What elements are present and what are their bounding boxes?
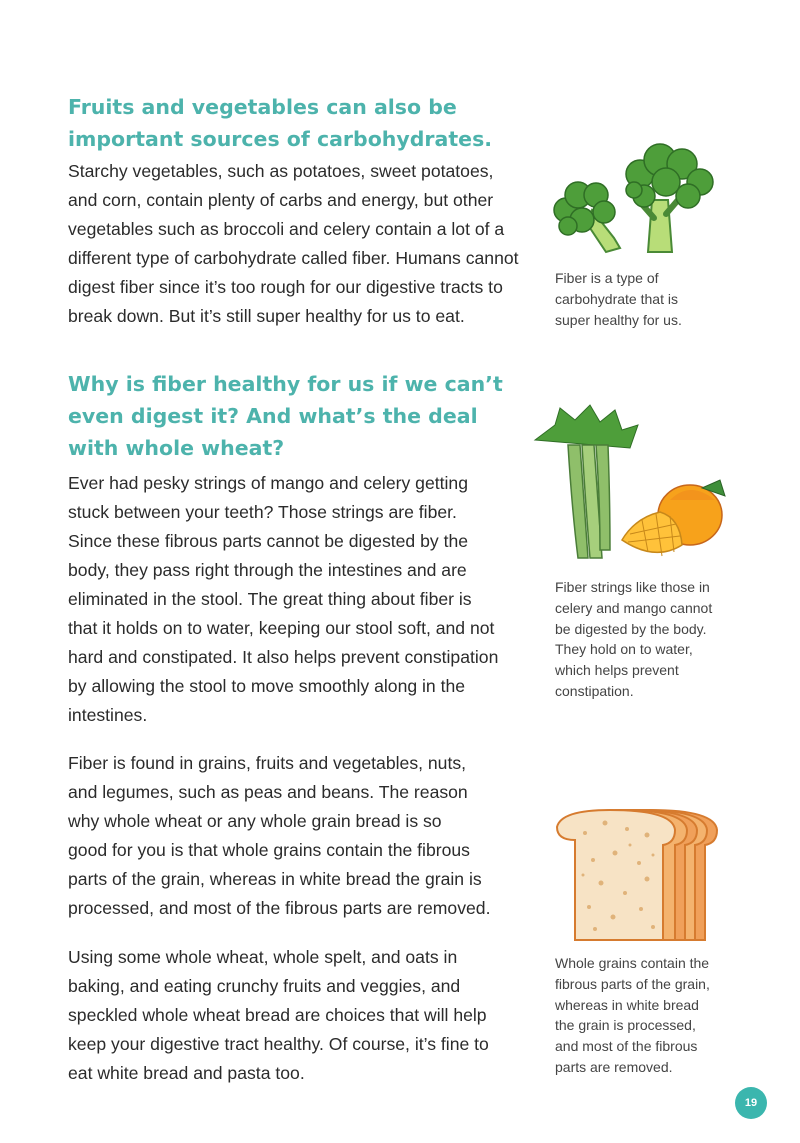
broccoli-illustration bbox=[548, 140, 723, 255]
section2-heading: Why is fiber healthy for us if we can’t even digest it? And what’s the deal with whole wheat? bbox=[68, 372, 503, 460]
section2-caption-1: Fiber strings like those in celery and mango cannot be digested by the body. They hold on to water, which helps prevent constipation. bbox=[555, 579, 713, 699]
section2-caption-2: Whole grains contain the fibrous parts of the grain, whereas in white bread the grain is processed, and most of the fibrous parts are removed. bbox=[555, 955, 710, 1075]
celery-mango-illustration bbox=[530, 400, 735, 565]
section1-caption: Fiber is a type of carbohydrate that is super healthy for us. bbox=[555, 270, 682, 328]
section2-paragraph-1: Ever had pesky strings of mango and celery getting stuck between your teeth? Those strings are fiber. Since these fibrous parts cannot be digested by the body, they pass right through the intestines and are eliminated in the stool. The great thing about fiber is that it holds on to water, keeping our stool soft, and not hard and constipated. It also helps prevent constipation by allowing the stool to move smoothly along in the intestines. bbox=[68, 473, 499, 725]
section2-paragraph-3: Using some whole wheat, whole spelt, and oats in baking, and eating crunchy fruits and veggies, and speckled whole wheat bread are choices that will help keep your digestive tract healthy. Of course, it’s fine to eat white bread and pasta too. bbox=[68, 947, 489, 1083]
section1-heading: Fruits and vegetables can also be important sources of carbohydrates. bbox=[68, 95, 493, 151]
bread-slices-illustration bbox=[555, 805, 725, 945]
section2-paragraph-2: Fiber is found in grains, fruits and vegetables, nuts, and legumes, such as peas and beans. The reason why whole wheat or any whole grain bread is so good for you is that whole grains contain the fibrous parts of the grain, whereas in white bread the grain is processed, and most of the fibrous parts are removed. bbox=[68, 753, 491, 918]
page-number-badge: 19 bbox=[735, 1087, 767, 1119]
section1-paragraph: Starchy vegetables, such as potatoes, sweet potatoes, and corn, contain plenty of carbs and energy, but other vegetables such as broccoli and celery contain a lot of a different type of carbohydrate called fiber. Humans cannot digest fiber since it’s too rough for our digestive tracts to break down. But it’s still super healthy for us to eat. bbox=[68, 161, 519, 326]
